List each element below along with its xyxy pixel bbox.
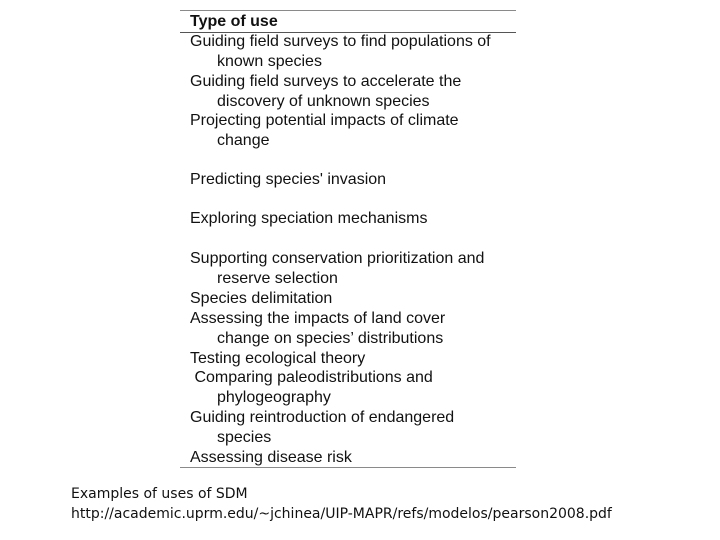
- item-line-1: Exploring speciation mechanisms: [190, 210, 428, 227]
- item-line-2: phylogeography: [217, 389, 331, 406]
- list-item: [190, 32, 516, 72]
- item-line-2: reserve selection: [217, 270, 338, 287]
- item-line-1: Projecting potential impacts of climate: [190, 112, 459, 129]
- item-line-1: Guiding field surveys to accelerate the: [190, 73, 462, 90]
- source-url[interactable]: http://academic.uprm.edu/~jchinea/UIP-MAPR/refs/modelos/pearson2008.pdf: [71, 506, 612, 522]
- item-line-1: Supporting conservation prioritization and: [190, 250, 485, 267]
- item-line-1: Species delimitation: [190, 290, 333, 307]
- list-item: [190, 408, 516, 448]
- item-line-2: species: [217, 429, 272, 446]
- table-header: Type of use: [190, 13, 278, 30]
- table-bottom-rule: [180, 467, 516, 468]
- list-item: [190, 209, 516, 229]
- item-line-1: Guiding field surveys to find populations of: [190, 33, 491, 50]
- item-line-1: Predicting species' invasion: [190, 171, 387, 188]
- list-item: [190, 72, 516, 112]
- item-line-2: known species: [217, 53, 322, 70]
- caption: [71, 484, 612, 524]
- list-item: [190, 170, 516, 190]
- item-line-1: Guiding reintroduction of endangered: [190, 409, 455, 426]
- list-item: [190, 289, 516, 309]
- item-line-2: discovery of unknown species: [217, 93, 430, 110]
- item-line-1: Assessing the impacts of land cover: [190, 310, 446, 327]
- list-item: [190, 309, 516, 349]
- caption-title: Examples of uses of SDM: [71, 486, 248, 502]
- item-line-1: Assessing disease risk: [190, 449, 352, 466]
- list-item: [190, 249, 516, 289]
- item-line-2: change: [217, 132, 270, 149]
- item-line-2: change on species’ distributions: [217, 330, 444, 347]
- table-top-rule: [180, 10, 516, 11]
- item-line-1: Comparing paleodistributions and: [190, 369, 433, 386]
- list-item: [190, 368, 516, 408]
- list-item: [190, 448, 516, 468]
- item-line-1: Testing ecological theory: [190, 350, 366, 367]
- list-item: [190, 349, 516, 369]
- list-item: [190, 111, 516, 151]
